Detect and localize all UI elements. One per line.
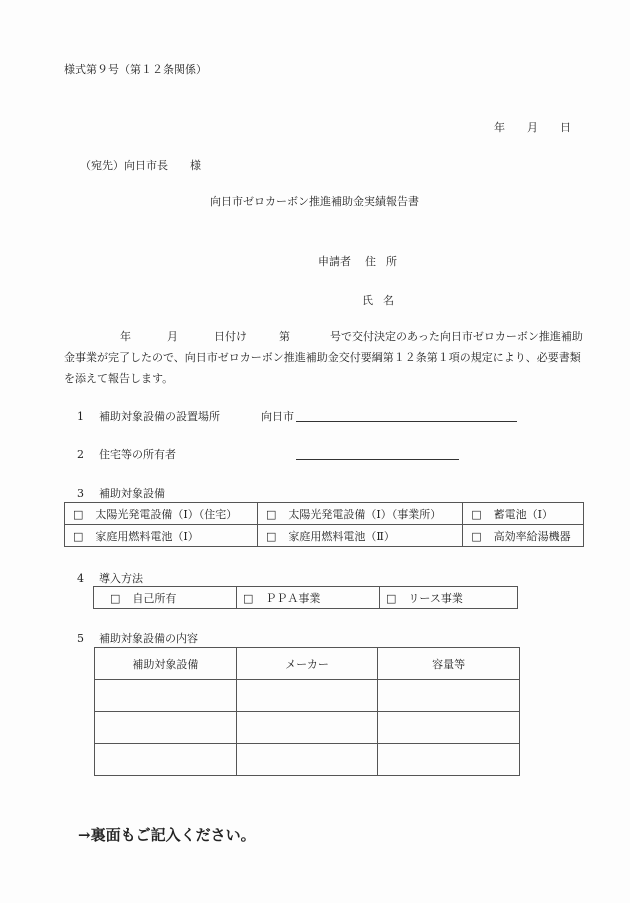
checkbox-icon[interactable]: □ — [265, 507, 277, 521]
cell-maker[interactable] — [236, 744, 378, 776]
table-header-row — [95, 648, 520, 680]
item-equipment-contents: 5 補助対象設備の内容 — [77, 632, 198, 645]
column-header-capacity: 容量等 — [378, 648, 520, 680]
checkbox-icon[interactable]: □ — [265, 529, 277, 543]
report-statement — [64, 326, 584, 389]
cell-equipment[interactable] — [95, 744, 237, 776]
equipment-option[interactable]: □ 太陽光発電設備（Ⅰ）（住宅） — [65, 503, 258, 525]
statement-date-suffix: 日付け — [214, 330, 247, 343]
cell-capacity[interactable] — [378, 744, 520, 776]
equipment-row — [65, 525, 584, 547]
checkbox-icon[interactable]: □ — [243, 591, 254, 605]
cell-capacity[interactable] — [378, 712, 520, 744]
table-row — [95, 680, 520, 712]
item-introduction-method: 4 導入方法 — [77, 572, 143, 585]
cell-maker[interactable] — [236, 680, 378, 712]
date-day-label: 日 — [560, 121, 571, 134]
address-label: 住所 — [365, 255, 407, 268]
installation-location-field[interactable] — [296, 421, 517, 422]
checkbox-icon[interactable]: □ — [471, 507, 482, 521]
cell-maker[interactable] — [236, 712, 378, 744]
back-side-note: →裏面もご記入ください。 — [78, 826, 256, 844]
method-option-ppa[interactable]: □ ＰＰＡ事業 — [237, 587, 380, 609]
column-header-equipment: 補助対象設備 — [95, 648, 237, 680]
cell-capacity[interactable] — [378, 680, 520, 712]
property-owner-field[interactable] — [296, 459, 459, 460]
statement-year: 年 — [120, 330, 131, 343]
table-row — [95, 744, 520, 776]
addressee-label: （宛先）向日市長 — [80, 159, 168, 172]
equipment-checkbox-table — [64, 502, 584, 547]
method-option-self-owned[interactable]: □ 自己所有 — [94, 587, 237, 609]
method-row — [94, 587, 518, 609]
column-header-maker: メーカー — [236, 648, 378, 680]
document-title: 向日市ゼロカーボン推進補助金実績報告書 — [210, 195, 419, 208]
equipment-contents-table — [94, 647, 520, 776]
item-property-owner: 2 住宅等の所有者 — [77, 448, 176, 461]
equipment-option[interactable]: □ 家庭用燃料電池（Ⅱ） — [257, 525, 462, 547]
equipment-option[interactable]: □ 高効率給湯機器 — [463, 525, 584, 547]
addressee — [80, 157, 201, 173]
checkbox-icon[interactable]: □ — [386, 591, 397, 605]
table-row — [95, 712, 520, 744]
installation-city-prefix: 向日市 — [261, 410, 294, 423]
equipment-option[interactable]: □ 蓄電池（Ⅰ） — [463, 503, 584, 525]
form-number: 様式第９号（第１２条関係） — [64, 63, 207, 76]
checkbox-icon[interactable]: □ — [73, 529, 84, 543]
date-year-label: 年 — [494, 121, 505, 134]
method-option-lease[interactable]: □ リース事業 — [380, 587, 518, 609]
date-month-label: 月 — [527, 121, 538, 134]
statement-text: 号で交付決定のあった向日市ゼロカーボン推進補助金事業が完了したので、向日市ゼロカーボン推進補助金交付要綱第１２条第１項の規定により、必要書類を添えて報告します。 — [64, 330, 583, 385]
applicant-address-row — [318, 253, 407, 269]
checkbox-icon[interactable]: □ — [471, 529, 482, 543]
applicant-name-label: 氏名 — [362, 294, 404, 307]
checkbox-icon[interactable]: □ — [73, 507, 84, 521]
item-installation-location: 1 補助対象設備の設置場所 — [77, 410, 220, 423]
equipment-option[interactable]: □ 家庭用燃料電池（Ⅰ） — [65, 525, 258, 547]
method-checkbox-table — [93, 586, 518, 609]
equipment-row — [65, 503, 584, 525]
statement-number-prefix: 第 — [279, 330, 290, 343]
cell-equipment[interactable] — [95, 712, 237, 744]
cell-equipment[interactable] — [95, 680, 237, 712]
checkbox-icon[interactable]: □ — [110, 591, 121, 605]
date-line — [494, 119, 571, 135]
item-subsidy-equipment: 3 補助対象設備 — [77, 487, 165, 500]
addressee-honorific: 様 — [190, 159, 201, 172]
applicant-label: 申請者 — [318, 255, 351, 268]
statement-month: 月 — [167, 330, 178, 343]
equipment-option[interactable]: □ 太陽光発電設備（Ⅰ）（事業所） — [257, 503, 462, 525]
